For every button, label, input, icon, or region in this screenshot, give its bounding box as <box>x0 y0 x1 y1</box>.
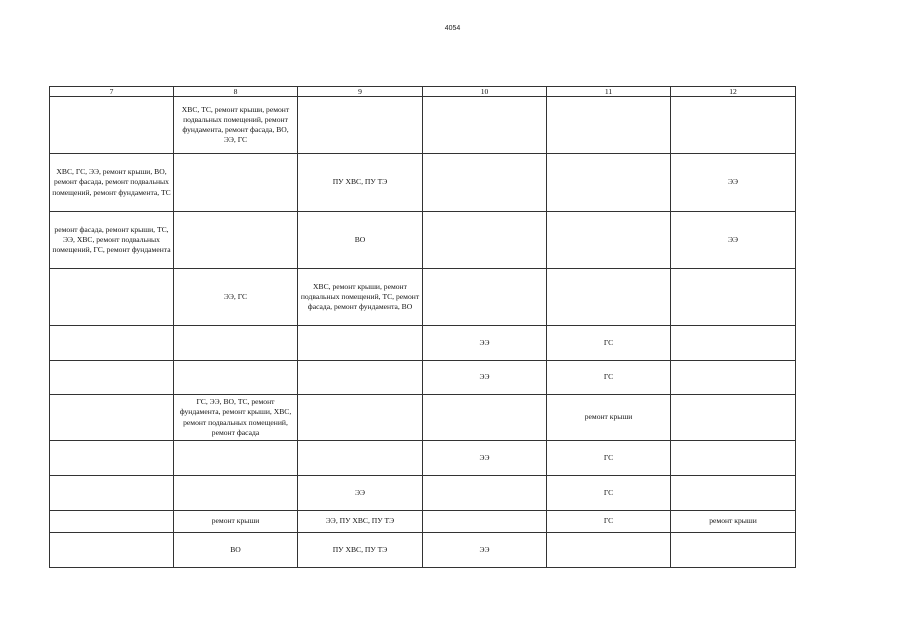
table-cell <box>174 441 298 476</box>
table-cell <box>50 533 174 568</box>
table-cell <box>671 441 796 476</box>
table-cell <box>671 97 796 154</box>
table-cell <box>547 97 671 154</box>
table-cell: ЭЭ <box>298 476 423 511</box>
table-cell <box>547 154 671 212</box>
table-cell: ХВС, ГС, ЭЭ, ремонт крыши, ВО, ремонт фасада, ремонт подвальных помещений, ремонт фундамента, ТС <box>50 154 174 212</box>
column-header: 9 <box>298 87 423 97</box>
table-cell: ремонт крыши <box>671 511 796 533</box>
table-cell <box>298 361 423 395</box>
table-cell: ЭЭ <box>423 361 547 395</box>
data-table <box>49 86 796 568</box>
table-cell <box>50 395 174 441</box>
table-cell: ГС <box>547 361 671 395</box>
table-cell <box>671 269 796 326</box>
table-cell: ГС <box>547 326 671 361</box>
table-cell: ХВС, ремонт крыши, ремонт подвальных помещений, ТС, ремонт фасада, ремонт фундамента, ВО <box>298 269 423 326</box>
table-cell <box>50 476 174 511</box>
column-header: 8 <box>174 87 298 97</box>
table-cell <box>423 476 547 511</box>
table-cell <box>298 441 423 476</box>
table-cell: ГС <box>547 441 671 476</box>
table-cell: ПУ ХВС, ПУ ТЭ <box>298 533 423 568</box>
table-header-row <box>50 87 796 97</box>
table-cell <box>423 212 547 269</box>
column-header: 11 <box>547 87 671 97</box>
table-cell <box>671 476 796 511</box>
table-row <box>50 326 796 361</box>
table-cell <box>50 441 174 476</box>
table-cell: ЭЭ <box>423 441 547 476</box>
table-cell: ЭЭ <box>671 212 796 269</box>
table-cell <box>423 97 547 154</box>
table-cell <box>671 326 796 361</box>
table-cell: ЭЭ, ГС <box>174 269 298 326</box>
table-cell: ВО <box>174 533 298 568</box>
table-cell <box>423 154 547 212</box>
table-row <box>50 476 796 511</box>
table-cell <box>671 395 796 441</box>
table-cell <box>174 326 298 361</box>
table-cell: ЭЭ <box>423 326 547 361</box>
table-cell: ВО <box>298 212 423 269</box>
table-row <box>50 269 796 326</box>
table-cell <box>423 511 547 533</box>
column-header: 10 <box>423 87 547 97</box>
table-row <box>50 511 796 533</box>
table-row <box>50 212 796 269</box>
column-header: 7 <box>50 87 174 97</box>
page-number: 4054 <box>444 25 461 32</box>
table-cell: ГС <box>547 476 671 511</box>
table-cell <box>423 395 547 441</box>
table-row <box>50 97 796 154</box>
table-cell <box>671 361 796 395</box>
table-cell: ЭЭ <box>671 154 796 212</box>
table-cell <box>547 269 671 326</box>
table-cell <box>547 212 671 269</box>
table-cell <box>671 533 796 568</box>
table-cell <box>50 97 174 154</box>
table-cell: ГС <box>547 511 671 533</box>
table-cell <box>174 154 298 212</box>
table-cell <box>50 511 174 533</box>
table-row <box>50 154 796 212</box>
table-cell <box>50 326 174 361</box>
table-cell <box>298 97 423 154</box>
table-cell: ПУ ХВС, ПУ ТЭ <box>298 154 423 212</box>
table-cell <box>174 361 298 395</box>
table-cell: ЭЭ <box>423 533 547 568</box>
table-row <box>50 395 796 441</box>
table-cell <box>298 326 423 361</box>
table-cell <box>423 269 547 326</box>
table-cell: ХВС, ТС, ремонт крыши, ремонт подвальных помещений, ремонт фундамента, ремонт фасада, ВО, ЭЭ, ГС <box>174 97 298 154</box>
table-cell <box>298 395 423 441</box>
table-cell <box>50 269 174 326</box>
table-cell: ремонт крыши <box>547 395 671 441</box>
table-cell: ЭЭ, ПУ ХВС, ПУ ТЭ <box>298 511 423 533</box>
table-cell: ремонт фасада, ремонт крыши, ТС, ЭЭ, ХВС, ремонт подвальных помещений, ГС, ремонт фундамента <box>50 212 174 269</box>
table-row <box>50 361 796 395</box>
table-row <box>50 441 796 476</box>
table-cell: ремонт крыши <box>174 511 298 533</box>
column-header: 12 <box>671 87 796 97</box>
table-row <box>50 533 796 568</box>
table-cell <box>50 361 174 395</box>
table-cell <box>174 212 298 269</box>
table-cell <box>547 533 671 568</box>
table-cell: ГС, ЭЭ, ВО, ТС, ремонт фундамента, ремонт крыши, ХВС, ремонт подвальных помещений, ремонт фасада <box>174 395 298 441</box>
table-cell <box>174 476 298 511</box>
